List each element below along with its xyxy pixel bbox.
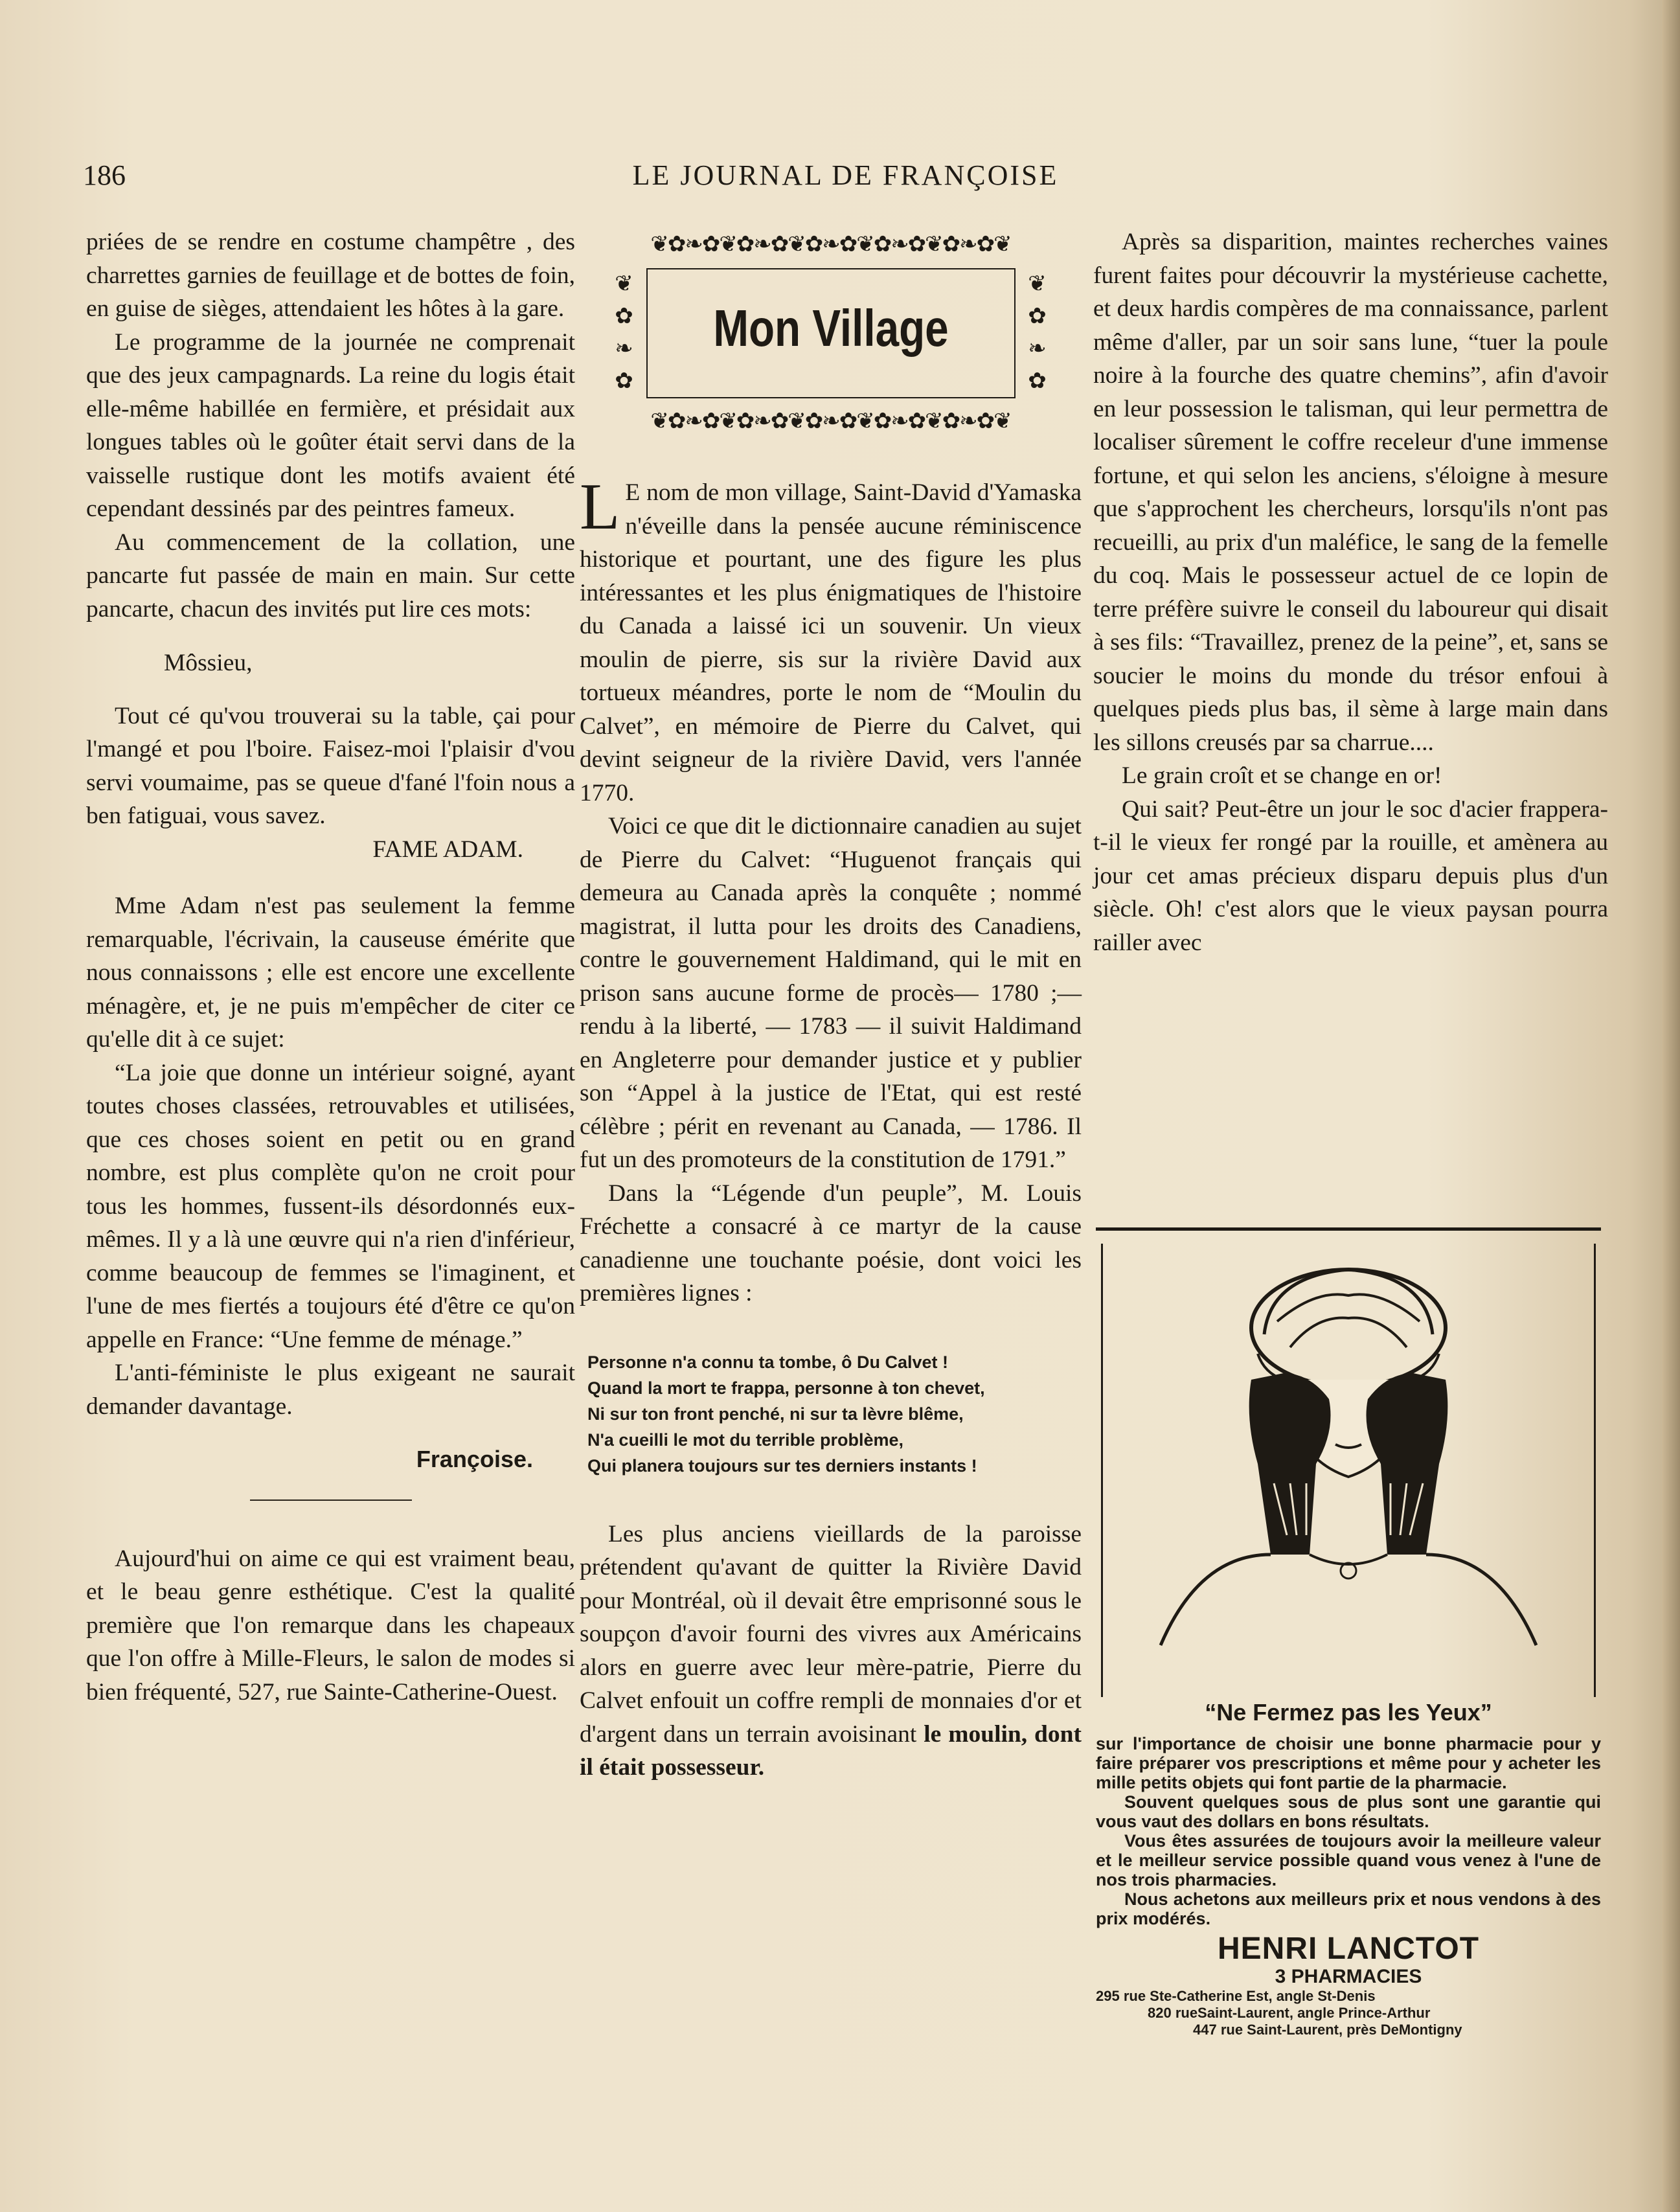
frame-line	[1101, 1244, 1103, 1697]
column-right	[1093, 225, 1608, 959]
ornament-border-bottom: ❦✿❧✿❦✿❧✿❦✿❧✿❦✿❧✿❦✿❧✿❦	[650, 409, 1011, 433]
paragraph: Dans la “Légende d'un peuple”, M. Louis Fréchette a consacré à ce martyr de la cause canadienne une touchante poésie, dont voici les premières lignes :	[580, 1180, 1082, 1306]
running-title: LE JOURNAL DE FRANÇOISE	[632, 159, 1059, 191]
paragraph: E nom de mon village, Saint-David d'Yamaska n'éveille dans la pensée aucune réminiscence historique et pourtant, une des figure les plus intéressantes et les plus énigmatiques de l'histoire du Canada a laissé ici un souvenir. Un vieux moulin de pierre, sis sur la rivière David aux tortueux méandres, porte le nom de “Moulin du Calvet”, en mémoire de Pierre du Calvet, qui devint seigneur de la rivière David, vers l'année 1770.	[580, 479, 1082, 806]
column-left	[86, 225, 575, 1709]
paragraph: Les plus anciens vieillards de la paroisse prétendent qu'avant de quitter la Rivière David pour Montréal, où il devait être emprisonné sous le soupçon d'avoir fourni des vivres aux Américains alors en guerre avec leur mère-patrie, Pierre du Calvet enfouit un coffre rempli de monnaies d'or et d'argent dans un terrain avoisinant	[580, 1520, 1082, 1748]
paragraph: Le grain croît et se change en or!	[1122, 762, 1442, 789]
page-number: 186	[83, 159, 126, 191]
pharmacy-brand: HENRI LANCTOT	[1217, 1932, 1480, 1966]
ad-paragraph: Vous êtes assurées de toujours avoir la meilleure valeur et le meilleur service possible quand vous venez à l'une de nos trois pharmacies.	[1096, 1831, 1601, 1889]
quoted-note: Tout cé qu'vou trouverai su la table, çai pour l'mangé et pou l'boire. Faisez-moi l'plaisir d'vou servi voumaime, pas se queue d'fané l'foin nous a ben fatiguai, vous savez.	[86, 702, 575, 829]
poem-line: Qui planera toujours sur tes derniers instants !	[587, 1455, 977, 1476]
paragraph: Mme Adam n'est pas seulement la femme remarquable, l'écrivain, la causeuse émérite que nous connaissons ; elle est encore une excellente ménagère, et, je ne puis m'empêcher de citer ce qu'elle dit à ce sujet:	[86, 893, 575, 1053]
ad-illustration-frame	[1096, 1227, 1601, 1707]
ornament-border-left: ❦ ✿ ❧ ✿	[615, 272, 633, 393]
poem-excerpt	[587, 1349, 1082, 1479]
paragraph: “La joie que donne un intérieur soigné, ayant toutes choses classées, retrouvables et utilisées, que ces choses soient en petit ou en grand nombre, est plus complète qu'on ne croit pour tous les hommes, fussent-ils désordonnés eux-mêmes. Il y a là une œuvre qui n'a rien d'inférieur, comme beaucoup de femmes se l'imaginent, et l'une de mes fiertés a toujours été d'être ce qu'on appelle en France: “Une femme de ménage.”	[86, 1059, 575, 1353]
address-line: 447 rue Saint-Laurent, près DeMontigny	[1193, 2022, 1462, 2038]
paragraph: Voici ce que dit le dictionnaire canadien au sujet de Pierre du Calvet: “Huguenot français qui demeura au Canada après la conquête ; nommé magistrat, il lutta pour les droits des Canadiens, contre le gouvernement Haldimand, qui le mit en prison sans aucune forme de procès— 1780 ;—rendu à la liberté, — 1783 — il suivit Haldimand en Angleterre pour demander justice et y publier son “Appel à la justice de l'Etat, qui est resté célèbre ; périt en revenant au Canada, — 1786. Il fut un des promoteurs de la constitution de 1791.”	[580, 813, 1082, 1173]
paragraph: Après sa disparition, maintes recherches vaines furent faites pour découvrir la mystérieuse cachette, et deux hardis compères de ma connaissance, parlent même d'aller, par un soir sans lune, “tuer la poule noire à la fourche des quatre chemins”, afin d'avoir en leur possession le talisman, qui leur permettra de localiser sûrement le coffre receleur d'une immense fortune, et qui selon les anciens, s'éloigne à mesure que s'approchent les chercheurs, lorsqu'ils n'ont pas recueilli, au prix d'un maléfice, le sang de la femelle du coq. Mais le possesseur actuel de ce lopin de terre préfère suivre le conseil du laboureur qui disait à ses fils: “Travaillez, prenez de la peine”, et, sans se soucier le moins du monde du trésor enfoui à quelques pieds plus bas, il sème à large main dans les sillons creusés par sa charrue....	[1093, 229, 1608, 756]
separator-rule	[250, 1499, 412, 1501]
page-edge	[1662, 0, 1680, 2212]
article-title: Mon Village	[712, 299, 949, 357]
column-middle	[580, 225, 1082, 1784]
paragraph: Qui sait? Peut-être un jour le soc d'acier frappera-t-il le vieux fer rongé par la rouille, et amènera au jour cet amas précieux disparu depuis plus d'un siècle. Oh! c'est alors que le vieux paysan pourra railler avec	[1093, 795, 1608, 956]
paragraph: Le programme de la journée ne comprenait que des jeux campagnards. La reine du logis était elle-même habillée en fermière, et présidait aux longues tables où le goûter était servi dans de la vaisselle rustique dont les motifs avaient été cependant dessinés par des peintres fameux.	[86, 328, 575, 522]
address-line: 295 rue Ste-Catherine Est, angle St-Denis	[1096, 1988, 1376, 2004]
drop-cap: L	[580, 470, 620, 543]
paragraph: L'anti-féministe le plus exigeant ne saurait demander davantage.	[86, 1360, 575, 1420]
frame-line	[1594, 1244, 1596, 1697]
ad-paragraph: Souvent quelques sous de plus sont une garantie qui vous vaut des dollars en bons résultats.	[1096, 1792, 1601, 1831]
ornament-border-right: ❦ ✿ ❧ ✿	[1028, 272, 1047, 393]
ad-paragraph: sur l'importance de choisir une bonne pharmacie pour y faire préparer vos prescriptions et même pour y acheter les mille petits objets qui font partie de la pharmacie.	[1096, 1734, 1601, 1792]
salutation: Môssieu,	[164, 650, 253, 676]
author-signature: Françoise.	[416, 1446, 533, 1472]
pharmacy-addresses	[1096, 1988, 1601, 2038]
poem-line: Quand la mort te frappa, personne à ton chevet,	[587, 1378, 985, 1398]
ad-paragraph: Nous achetons aux meilleurs prix et nous vendons à des prix modérés.	[1096, 1889, 1601, 1928]
ad-headline: “Ne Fermez pas les Yeux”	[1205, 1699, 1492, 1726]
address-line: 820 rueSaint-Laurent, angle Prince-Arthur	[1148, 2005, 1431, 2021]
poem-line: Ni sur ton front penché, ni sur ta lèvre blême,	[587, 1404, 964, 1424]
ad-body	[1096, 1734, 1601, 2038]
page-header	[83, 159, 1608, 198]
poem-line: N'a cueilli le mot du terrible problème,	[587, 1430, 904, 1450]
pharmacy-advertisement	[1096, 1227, 1601, 2038]
paragraph: priées de se rendre en costume champêtre , des charrettes garnies de feuillage et de bottes de foin, en guise de sièges, attendaient les hôtes à la gare.	[86, 229, 575, 322]
ornament-border-top: ❦✿❧✿❦✿❧✿❦✿❧✿❦✿❧✿❦✿❧✿❦	[650, 233, 1011, 257]
paragraph: Au commencement de la collation, une pancarte fut passée de main en main. Sur cette pancarte, chacun des invités put lire ces mots:	[86, 529, 575, 622]
title-ornament-frame	[607, 228, 1054, 439]
fame-adam-signature: FAME ADAM.	[372, 836, 523, 863]
advert-paragraph: Aujourd'hui on aime ce qui est vraiment beau, et le beau genre esthétique. C'est la qualité première que l'on remarque dans les chapeaux que l'on offre à Mille-Fleurs, le salon de modes si bien fréquenté, 527, rue Sainte-Catherine-Ouest.	[86, 1545, 575, 1705]
pharmacy-subtitle: 3 PHARMACIES	[1275, 1966, 1422, 1987]
woman-covering-eyes-illustration	[1122, 1250, 1575, 1691]
paragraph-ending: le moulin, dont il était possesseur.	[580, 1720, 1082, 1781]
poem-line: Personne n'a connu ta tombe, ô Du Calvet !	[587, 1352, 948, 1372]
